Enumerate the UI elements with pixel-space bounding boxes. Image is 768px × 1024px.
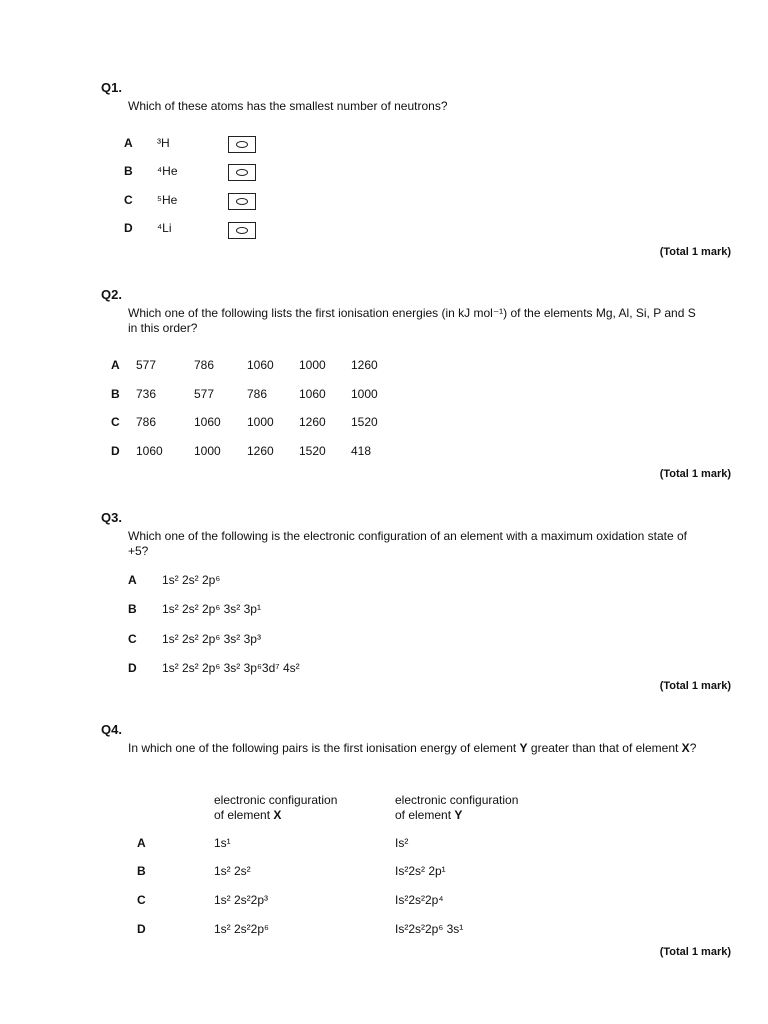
q1-option-a-answer-box[interactable] — [228, 136, 256, 153]
q4-header-y-letter: Y — [454, 808, 463, 822]
q2-row-letter: A — [111, 358, 120, 372]
q2-value-p: 1260 — [299, 415, 326, 429]
q4-row-a-x: 1s¹ — [214, 836, 231, 850]
q2-value-si: 1000 — [247, 415, 274, 429]
q4-question-x: X — [681, 741, 690, 755]
q2-question: Which one of the following lists the first ionisation energies (in kJ mol⁻¹) of the elements Mg, Al, Si, P and S in this order? — [128, 306, 696, 335]
q1-option-c-letter: C — [124, 193, 133, 207]
q4-row-c-letter: C — [137, 893, 146, 907]
q3-number: Q3. — [101, 510, 122, 525]
q4-row-d-letter: D — [137, 922, 146, 936]
q2-number: Q2. — [101, 287, 122, 302]
answer-bubble[interactable] — [236, 227, 248, 234]
q2-row-letter: B — [111, 387, 120, 401]
q4-question-post: ? — [689, 741, 697, 755]
q3-option-d-letter: D — [128, 661, 137, 675]
q3-question: Which one of the following is the electronic configuration of an element with a maximum oxidation state of +5? — [128, 529, 687, 558]
q1-option-b-letter: B — [124, 164, 133, 178]
q4-number: Q4. — [101, 722, 122, 737]
q3-option-b-text: 1s² 2s² 2p⁶ 3s² 3p¹ — [162, 602, 261, 616]
q2-row-letter: D — [111, 444, 120, 458]
q2-row-letter: C — [111, 415, 120, 429]
q1-total-mark: (Total 1 mark) — [659, 246, 731, 258]
q1-option-d-text: ⁴Li — [157, 221, 172, 235]
q4-header-x-letter: X — [273, 808, 282, 822]
answer-bubble[interactable] — [236, 198, 248, 205]
q3-total-mark: (Total 1 mark) — [659, 680, 731, 692]
q3-option-c-text: 1s² 2s² 2p⁶ 3s² 3p³ — [162, 632, 261, 646]
q2-value-s: 1260 — [351, 358, 378, 372]
q1-option-c-answer-box[interactable] — [228, 193, 256, 210]
q3-option-b-letter: B — [128, 602, 137, 616]
q1-option-b-answer-box[interactable] — [228, 164, 256, 181]
q1-option-c-text: ⁵He — [157, 193, 178, 207]
q4-header-y — [395, 793, 518, 823]
q4-header-x-prefix: of element — [214, 808, 274, 822]
q2-value-mg: 736 — [136, 387, 157, 401]
answer-bubble[interactable] — [236, 169, 248, 176]
q1-option-b-text: ⁴He — [157, 164, 178, 178]
q4-question-pre: In which one of the following pairs is the first ionisation energy of element — [128, 741, 520, 755]
q1-option-a-text: ³H — [157, 136, 170, 150]
q4-total-mark: (Total 1 mark) — [659, 946, 731, 958]
q4-header-x — [214, 793, 337, 823]
q2-value-al: 1060 — [194, 415, 221, 429]
q4-header-y-line2 — [395, 808, 518, 823]
q1-option-d-answer-box[interactable] — [228, 222, 256, 239]
q4-row-b-y: Is²2s² 2p¹ — [395, 864, 446, 878]
q2-value-p: 1060 — [299, 387, 326, 401]
q3-option-a-letter: A — [128, 573, 137, 587]
q1-option-d-letter: D — [124, 221, 133, 235]
q2-total-mark: (Total 1 mark) — [659, 468, 731, 480]
q2-value-s: 1000 — [351, 387, 378, 401]
q4-question-y: Y — [519, 741, 528, 755]
q1-question: Which of these atoms has the smallest number of neutrons? — [128, 99, 448, 113]
q2-value-s: 418 — [351, 444, 372, 458]
q3-option-c-letter: C — [128, 632, 137, 646]
q2-value-mg: 1060 — [136, 444, 163, 458]
q4-row-c-x: 1s² 2s²2p³ — [214, 893, 269, 907]
q2-value-s: 1520 — [351, 415, 378, 429]
q2-value-si: 786 — [247, 387, 268, 401]
q4-row-b-letter: B — [137, 864, 146, 878]
q2-value-mg: 786 — [136, 415, 157, 429]
q3-option-d-text: 1s² 2s² 2p⁶ 3s² 3p⁶3d⁷ 4s² — [162, 661, 300, 675]
q4-row-d-x: 1s² 2s²2p⁶ — [214, 922, 269, 936]
q2-value-p: 1000 — [299, 358, 326, 372]
q4-header-y-line1: electronic configuration — [395, 793, 519, 807]
q4-row-c-y: Is²2s²2p⁴ — [395, 893, 444, 907]
q4-header-x-line1: electronic configuration — [214, 793, 338, 807]
q1-number: Q1. — [101, 80, 122, 95]
q2-value-si: 1260 — [247, 444, 274, 458]
q4-header-y-prefix: of element — [395, 808, 455, 822]
q2-value-mg: 577 — [136, 358, 157, 372]
q4-row-d-y: Is²2s²2p⁶ 3s¹ — [395, 922, 464, 936]
q4-row-a-y: Is² — [395, 836, 409, 850]
q4-row-b-x: 1s² 2s² — [214, 864, 251, 878]
q2-value-p: 1520 — [299, 444, 326, 458]
q2-value-al: 786 — [194, 358, 215, 372]
q2-value-al: 577 — [194, 387, 215, 401]
q4-question-mid: greater than that of element — [527, 741, 682, 755]
q4-row-a-letter: A — [137, 836, 146, 850]
q2-value-al: 1000 — [194, 444, 221, 458]
answer-bubble[interactable] — [236, 141, 248, 148]
q2-value-si: 1060 — [247, 358, 274, 372]
q4-question — [128, 741, 698, 756]
q4-header-x-line2 — [214, 808, 337, 823]
q1-option-a-letter: A — [124, 136, 133, 150]
q3-option-a-text: 1s² 2s² 2p⁶ — [162, 573, 221, 587]
